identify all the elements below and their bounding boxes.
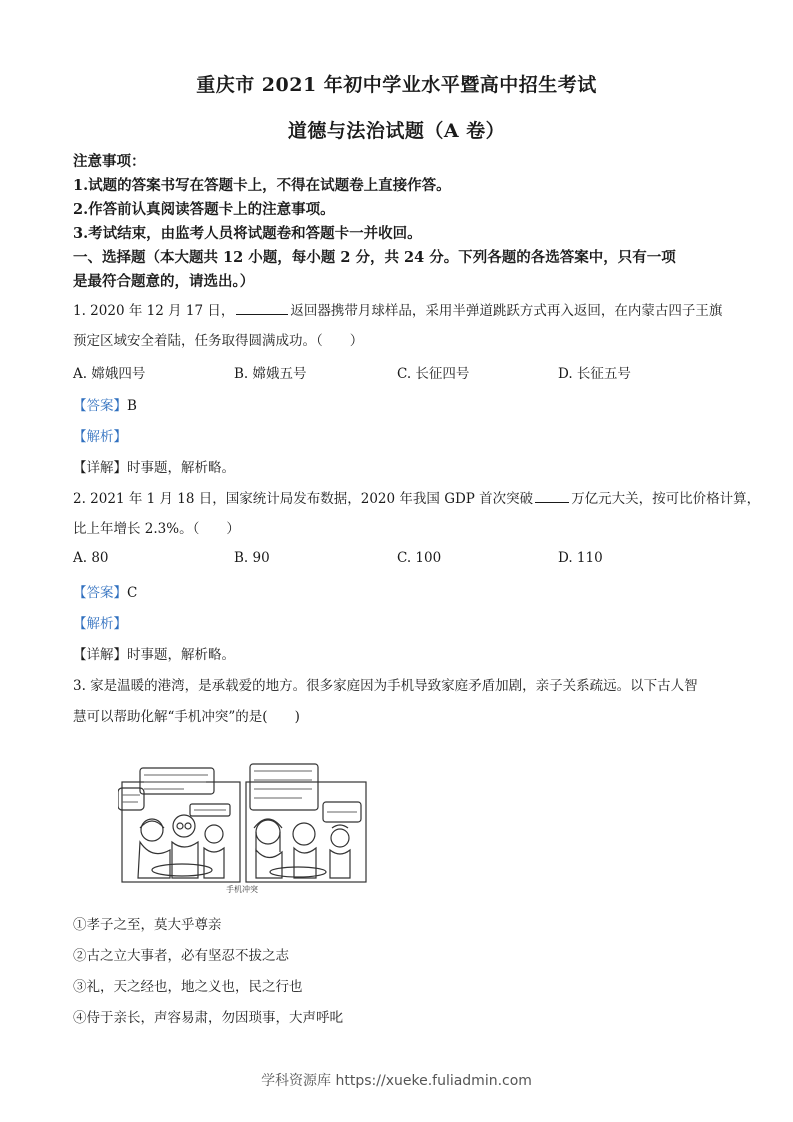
q2-answer [73, 581, 733, 601]
comic-caption: 手机冲突 [226, 885, 258, 894]
q3-stem-line2: 慧可以帮助化解“手机冲突”的是( ) [73, 709, 300, 725]
q1-option-d: D. 长征五号 [558, 366, 631, 382]
note-item-2: 2.作答前认真阅读答题卡上的注意事项。 [73, 201, 335, 218]
q2-option-a: A. 80 [73, 550, 109, 566]
exam-title: 重庆市 2021 年初中学业水平暨高中招生考试 [196, 74, 597, 96]
q2-analysis-tag: 【解析】 [73, 616, 127, 632]
q2-detail-text: 时事题，解析略。 [127, 647, 235, 663]
q2-stem-line2: 比上年增长 2.3%。（ ） [73, 521, 240, 537]
q2-detail [73, 643, 733, 663]
q1-detail-text: 时事题，解析略。 [127, 460, 235, 476]
q2-option-c: C. 100 [397, 550, 442, 566]
q1-answer-tag: 【答案】 [73, 398, 127, 414]
q2-stem-line1 [73, 487, 761, 507]
q1-stem-line1 [73, 299, 733, 319]
q2-detail-tag: 【详解】 [73, 647, 127, 663]
q1-stem-line2: 预定区域安全着陆，任务取得圆满成功。（ ） [73, 333, 364, 349]
q1-blank [236, 302, 288, 315]
speech-bubble [140, 768, 214, 794]
q3-statement-3: ③礼，天之经也，地之义也，民之行也 [73, 979, 303, 995]
q3-statement-1: ①孝子之至，莫大乎尊亲 [73, 917, 222, 933]
comic-illustration [118, 762, 371, 886]
section-heading-line2: 是最符合题意的，请选出。） [73, 273, 255, 290]
q1-answer-value: B [127, 398, 137, 414]
note-item-1: 1.试题的答案书写在答题卡上，不得在试题卷上直接作答。 [73, 177, 451, 194]
q1-analysis-tag: 【解析】 [73, 429, 127, 445]
q3-statement-2: ②古之立大事者，必有坚忍不拔之志 [73, 948, 289, 964]
page-footer: 学科资源库 https://xueke.fuliadmin.com [261, 1073, 532, 1089]
q1-detail [73, 456, 733, 476]
q1-answer [73, 394, 733, 414]
q2-answer-value: C [127, 585, 138, 601]
exam-subtitle: 道德与法治试题（A 卷） [287, 120, 506, 142]
q1-option-c: C. 长征四号 [397, 366, 470, 382]
note-item-3: 3.考试结束，由监考人员将试题卷和答题卡一并收回。 [73, 225, 422, 242]
notes-heading: 注意事项： [73, 153, 146, 170]
q1-stem-start: 1. 2020 年 12 月 17 日， [73, 303, 235, 319]
q2-answer-tag: 【答案】 [73, 585, 127, 601]
q1-option-b: B. 嫦娥五号 [234, 366, 307, 382]
q3-statement-4: ④侍于亲长，声容易肃，勿因琐事，大声呼叱 [73, 1010, 343, 1026]
q1-stem-rest: 返回器携带月球样品，采用半弹道跳跃方式再入返回，在内蒙古四子王旗 [290, 303, 723, 319]
q1-detail-tag: 【详解】 [73, 460, 127, 476]
q1-option-a: A. 嫦娥四号 [73, 366, 146, 382]
q2-option-b: B. 90 [234, 550, 270, 566]
q2-stem-rest: 万亿元大关，按可比价格计算， [571, 491, 761, 507]
q2-option-d: D. 110 [558, 550, 603, 566]
section-heading-line1: 一、选择题（本大题共 12 小题，每小题 2 分，共 24 分。下列各题的各选答案中，只有一项 [73, 249, 676, 266]
q2-stem-start: 2. 2021 年 1 月 18 日，国家统计局发布数据，2020 年我国 GDP 首次突破 [73, 491, 534, 507]
q2-blank [535, 490, 569, 503]
q3-stem-line1: 3. 家是温暖的港湾，是承载爱的地方。很多家庭因为手机导致家庭矛盾加剧，亲子关系疏远。以下古人智 [73, 678, 698, 694]
